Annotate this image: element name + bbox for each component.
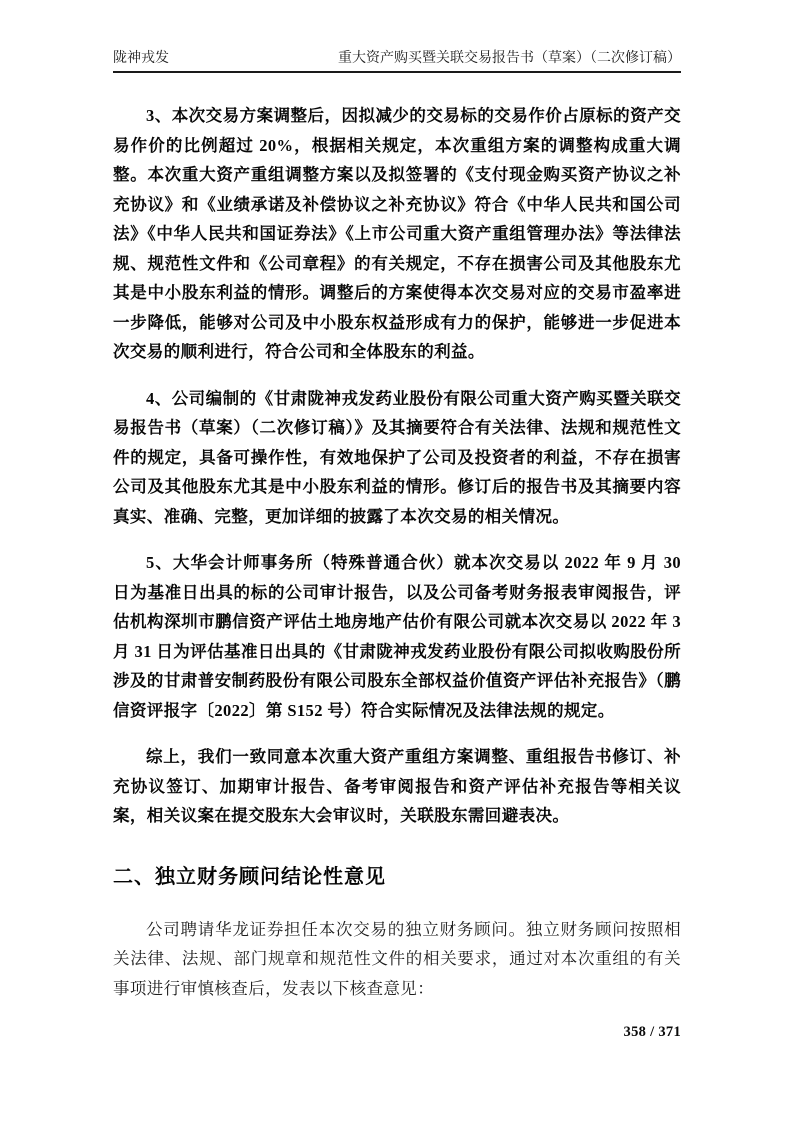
page-number: 358 / 371 — [623, 1024, 681, 1040]
paragraph-item-5: 5、大华会计师事务所（特殊普通合伙）就本次交易以 2022 年 9 月 30 日为基准日出具的标的公司审计报告，以及公司备考财务报表审阅报告，评估机构深圳市鹏信资产评估土地房地产估价有限公司就本次交易以 2022 年 3 月 31 日为评估基准日出具的《甘肃陇神戎发药业股份有限公司拟收购股份所涉及的甘肃普安制药股份有限公司股东全部权益价值资产评估补充报告》（鹏信资评报字〔2022〕第 S152 号）符合实际情况及法律法规的规定。 — [113, 553, 681, 720]
header-company-name: 陇神戎发 — [113, 51, 169, 66]
header-report-title: 重大资产购买暨关联交易报告书（草案）（二次修订稿） — [338, 51, 681, 66]
paragraph-advisor-intro: 公司聘请华龙证券担任本次交易的独立财务顾问。独立财务顾问按照相关法律、法规、部门规章和规范性文件的相关要求，通过对本次重组的有关事项进行审慎核查后，发表以下核查意见： — [113, 919, 681, 998]
paragraph-item-3: 3、本次交易方案调整后，因拟减少的交易标的交易作价占原标的资产交易作价的比例超过 20%，根据相关规定，本次重组方案的调整构成重大调整。本次重大资产重组调整方案以及拟签署的《支付现金购买资产协议之补充协议》和《业绩承诺及补偿协议之补充协议》符合《中华人民共和国公司法》《中华人民共和国证券法》《上市公司重大资产重组管理办法》等法律法规、规范性文件和《公司章程》的有关规定，不存在损害公司及其他股东尤其是中小股东利益的情形。调整后的方案使得本次交易对应的交易市盈率进一步降低，能够对公司及中小股东权益形成有力的保护，能够进一步促进本次交易的顺利进行，符合公司和全体股东的利益。 — [113, 106, 681, 361]
page-content — [113, 89, 681, 1003]
paragraph-summary: 综上，我们一致同意本次重大资产重组方案调整、重组报告书修订、补充协议签订、加期审计报告、备考审阅报告和资产评估补充报告等相关议案，相关议案在提交股东大会审议时，关联股东需回避表决。 — [113, 747, 681, 825]
paragraph-item-4: 4、公司编制的《甘肃陇神戎发药业股份有限公司重大资产购买暨关联交易报告书（草案）（二次修订稿）》及其摘要符合有关法律、法规和规范性文件的规定，具备可操作性，有效地保护了公司及投资者的利益，不存在损害公司及其他股东尤其是中小股东利益的情形。修订后的报告书及其摘要内容真实、准确、完整，更加详细的披露了本次交易的相关情况。 — [113, 388, 681, 526]
running-header — [113, 50, 681, 73]
section-heading-independent-financial-advisor-opinion: 二、独立财务顾问结论性意见 — [113, 865, 386, 888]
